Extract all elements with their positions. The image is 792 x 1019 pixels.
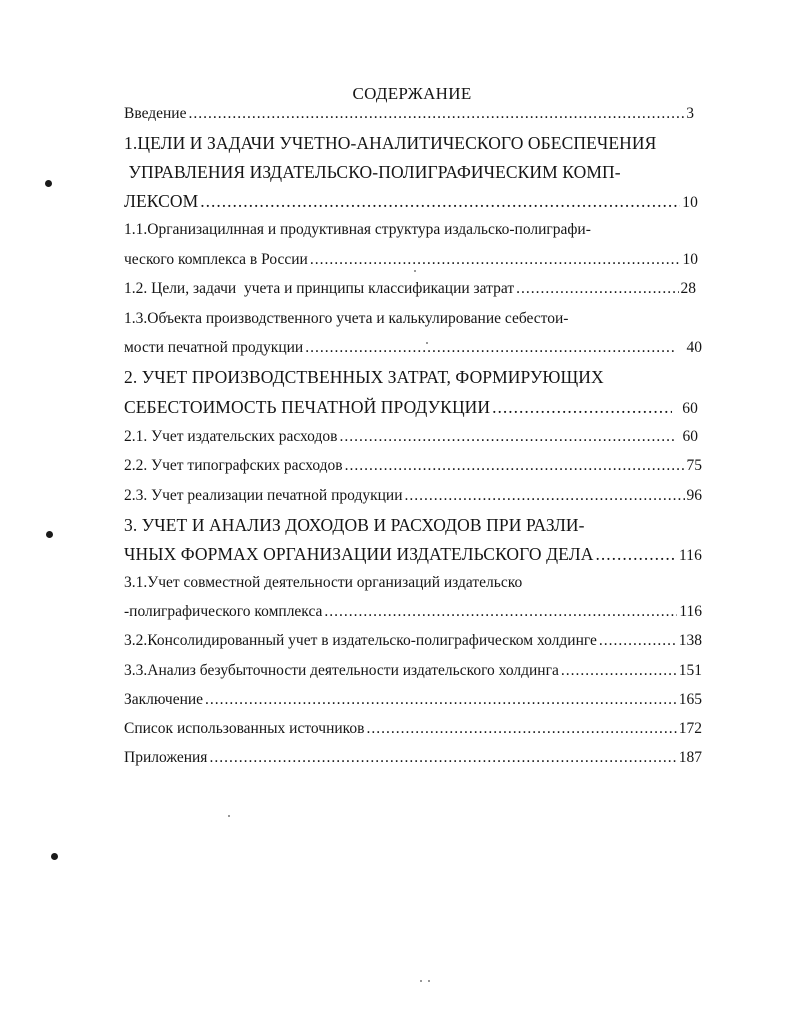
- toc-page-number: 96: [686, 487, 702, 504]
- toc-entry-text: УПРАВЛЕНИЯ ИЗДАТЕЛЬСКО-ПОЛИГРАФИЧЕСКИМ КОМП-: [124, 162, 621, 182]
- toc-leader-dots: [595, 542, 677, 566]
- binder-hole-mark: [45, 180, 52, 187]
- toc-leader-dots: [366, 717, 676, 741]
- toc-chapter-1-line-1: [124, 131, 702, 155]
- toc-appendices: [124, 746, 702, 770]
- toc-conclusion: [124, 688, 702, 712]
- scan-speck: [420, 980, 422, 982]
- toc-page-number: 172: [678, 720, 702, 737]
- toc-leader-dots: [310, 248, 681, 272]
- toc-section-1-3-line-2: [124, 336, 702, 360]
- toc-references: [124, 717, 702, 741]
- toc-entry-text: 2.2. Учет типографских расходов: [124, 457, 343, 474]
- toc-entry-text: 1.2. Цели, задачи учета и принципы классификации затрат: [124, 280, 515, 297]
- toc-page-number: 165: [678, 691, 702, 708]
- toc-leader-dots: [492, 395, 672, 419]
- toc-entry-text: мости печатной продукции: [124, 339, 304, 356]
- toc-section-3-1-line-1: [124, 571, 702, 595]
- toc-leader-dots: [599, 629, 677, 653]
- toc-chapter-3-line-1: [124, 513, 702, 537]
- toc-chapter-2-line-1: [124, 365, 702, 389]
- toc-leader-dots: [345, 454, 685, 478]
- toc-leader-dots: [324, 600, 677, 624]
- toc-section-2-2: [124, 454, 702, 478]
- toc-section-3-3: [124, 659, 702, 683]
- toc-chapter-1-line-3: [124, 189, 702, 213]
- toc-leader-dots: [561, 659, 677, 683]
- toc-entry-text: Список использованных источников: [124, 720, 365, 737]
- toc-leader-dots: [516, 277, 678, 301]
- toc-page-number: 116: [679, 547, 702, 564]
- toc-chapter-1-line-2: [124, 160, 702, 184]
- toc-page-number: 60: [682, 428, 698, 445]
- toc-entry-text: 2. УЧЕТ ПРОИЗВОДСТВЕННЫХ ЗАТРАТ, ФОРМИРУЮЩИХ: [124, 367, 604, 387]
- toc-entry-text: 1.ЦЕЛИ И ЗАДАЧИ УЧЕТНО-АНАЛИТИЧЕСКОГО ОБЕСПЕЧЕНИЯ: [124, 133, 657, 153]
- toc-page-number: 3: [686, 105, 694, 122]
- toc-section-1-3-line-1: [124, 307, 702, 331]
- toc-entry-text: Заключение: [124, 691, 204, 708]
- toc-entry-text: СЕБЕСТОИМОСТЬ ПЕЧАТНОЙ ПРОДУКЦИИ: [124, 397, 491, 417]
- toc-section-1-1-line-1: [124, 218, 702, 242]
- toc-page-number: 40: [686, 339, 702, 356]
- toc-entry-text: 2.1. Учет издательских расходов: [124, 428, 338, 445]
- toc-entry-introduction: [124, 102, 702, 126]
- scan-speck: [228, 815, 230, 817]
- toc-entry-text: ЛЕКСОМ: [124, 191, 199, 211]
- toc-section-3-2: [124, 629, 702, 653]
- toc-page-number: 75: [686, 457, 702, 474]
- toc-section-3-1-line-2: [124, 600, 702, 624]
- toc-section-2-3: [124, 484, 702, 508]
- scan-speck: [414, 270, 416, 272]
- toc-entry-text: 3.2.Консолидированный учет в издательско-полиграфическом холдинге: [124, 632, 597, 649]
- scan-speck: [428, 980, 430, 982]
- toc-leader-dots: [209, 746, 676, 770]
- toc-leader-dots: [205, 688, 677, 712]
- toc-entry-text: 1.3.Объекта производственного учета и калькулирование себестои-: [124, 310, 569, 327]
- toc-page-number: 10: [682, 251, 698, 268]
- toc-page-number: 138: [678, 632, 702, 649]
- toc-page-number: 116: [679, 603, 702, 620]
- toc-section-1-1-line-2: [124, 248, 702, 272]
- toc-entry-text: 2.3. Учет реализации печатной продукции: [124, 487, 403, 504]
- toc-entry-text: ЧНЫХ ФОРМАХ ОРГАНИЗАЦИИ ИЗДАТЕЛЬСКОГО ДЕЛА: [124, 544, 594, 564]
- toc-page-number: 151: [678, 662, 702, 679]
- toc-leader-dots: [405, 484, 685, 508]
- toc-entry-text: 3.3.Анализ безубыточности деятельности издательского холдинга: [124, 662, 559, 679]
- toc-entry-text: 1.1.Организацилнная и продуктивная структура издальско-полиграфи-: [124, 221, 591, 238]
- toc-section-1-2: [124, 277, 702, 301]
- toc-page-number: 187: [678, 749, 702, 766]
- toc-chapter-3-line-2: [124, 542, 702, 566]
- toc-entry-text: ческого комплекса в России: [124, 251, 308, 268]
- toc-page-number: 60: [682, 400, 698, 417]
- binder-hole-mark: [51, 853, 58, 860]
- toc-entry-text: 3. УЧЕТ И АНАЛИЗ ДОХОДОВ И РАСХОДОВ ПРИ РАЗЛИ-: [124, 515, 585, 535]
- scan-speck: [426, 342, 428, 344]
- toc-leader-dots: [305, 336, 674, 360]
- toc-entry-text: Введение: [124, 105, 187, 122]
- toc-leader-dots: [188, 102, 684, 126]
- toc-entry-text: -полиграфического комплекса: [124, 603, 323, 620]
- toc-leader-dots: [200, 189, 680, 213]
- toc-entry-text: Приложения: [124, 749, 208, 766]
- toc-leader-dots: [339, 425, 674, 449]
- binder-hole-mark: [46, 531, 53, 538]
- toc-entry-text: 3.1.Учет совместной деятельности организаций издательско: [124, 574, 523, 591]
- toc-page-number: 10: [682, 194, 698, 211]
- toc-page-number: 28: [680, 280, 696, 297]
- toc-chapter-2-line-2: [124, 395, 702, 419]
- page-title: СОДЕРЖАНИЕ: [352, 84, 472, 103]
- toc-section-2-1: [124, 425, 702, 449]
